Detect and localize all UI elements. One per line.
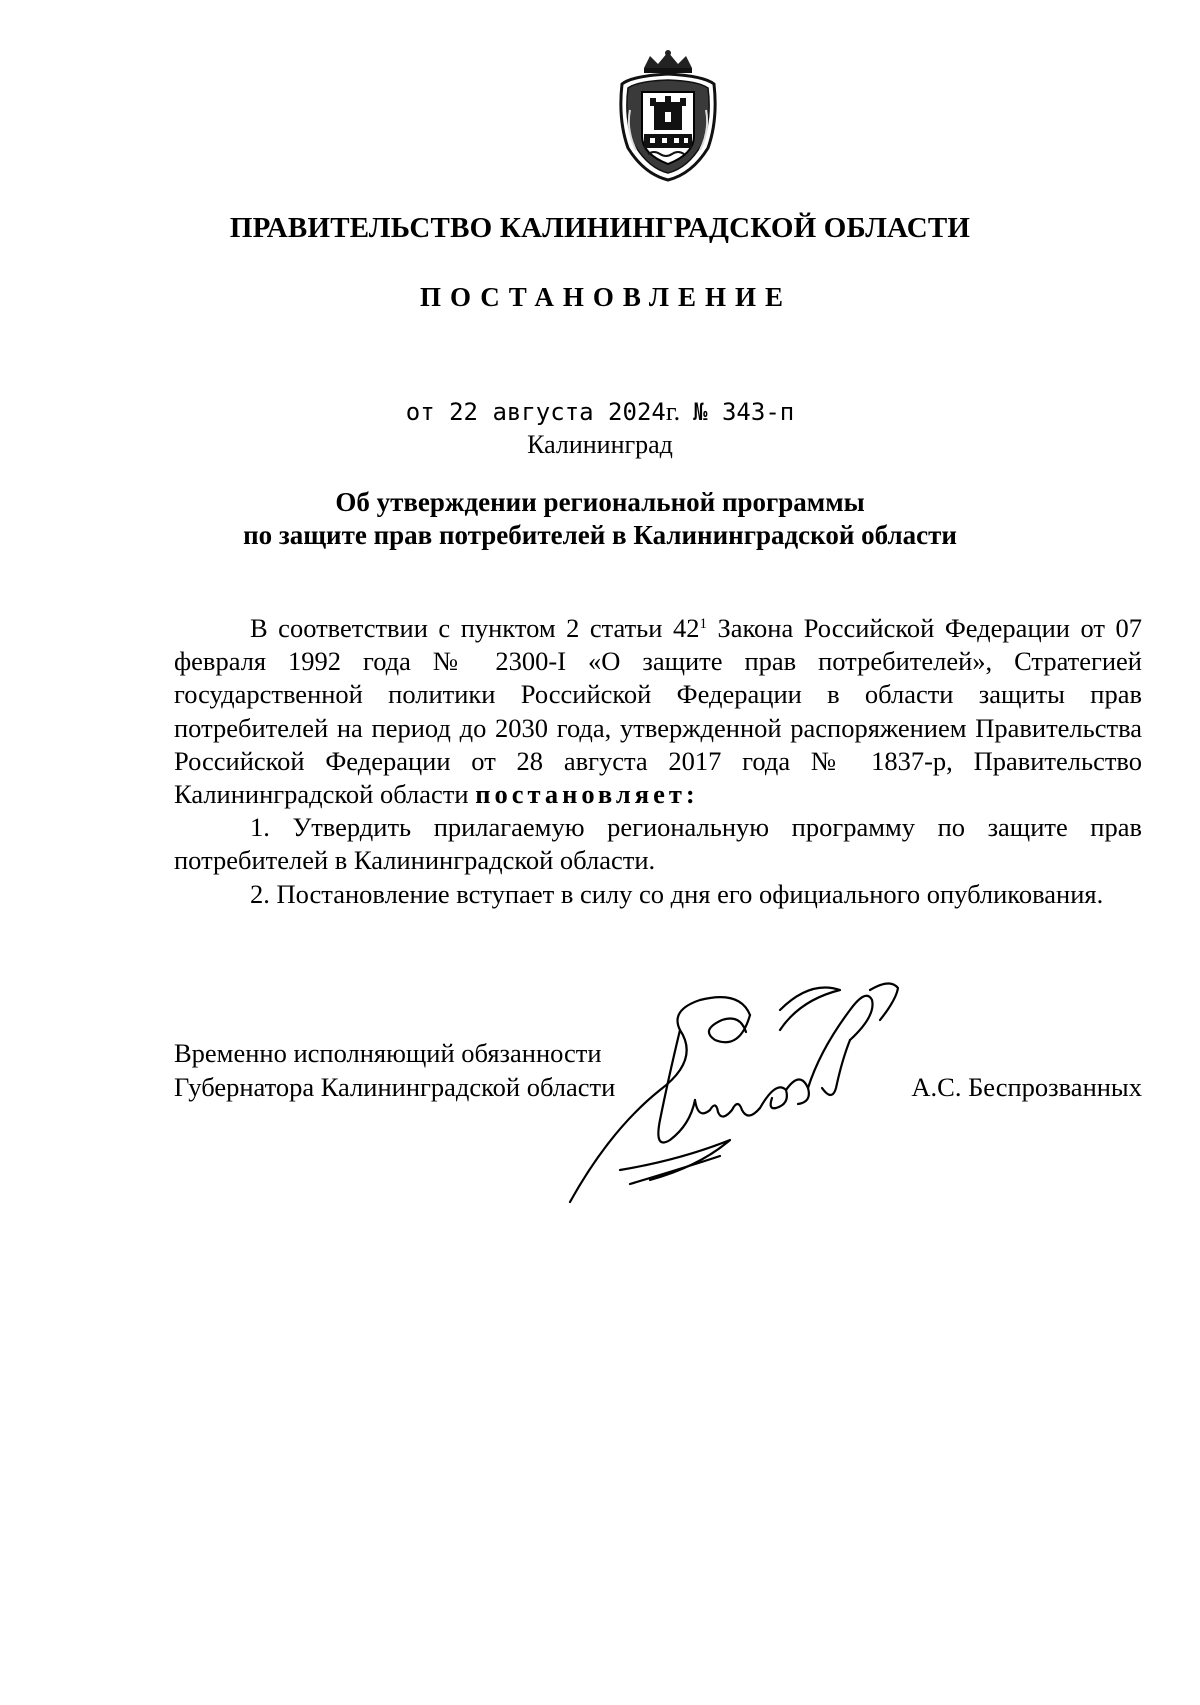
article-superscript: 1 <box>699 616 707 632</box>
item-2-paragraph: 2. Постановление вступает в силу со дня его официального опубликования. <box>250 878 1104 909</box>
year-suffix: г. <box>665 397 681 426</box>
preamble-text-part1: В соответствии с пунктом 2 статьи 42 <box>250 613 700 643</box>
preamble-text-part2: Закона Российской Федерации от 07 февраля 1992 года № 2300-I «О защите прав потребителей», Стратегией государственной политики Российской Федерации в области защиты прав потребителей на период до 2030 года, утвержденной распоряжением Правительства Российской Федерации от 28 августа 2017 года № 1837-р, Правительство Калининградской области <box>174 613 1142 810</box>
document-body <box>174 612 1142 911</box>
date-number-line <box>0 397 1200 427</box>
subject-line-1: Об утверждении региональной программы <box>335 487 865 517</box>
position-line-1: Временно исполняющий обязанности <box>174 1038 602 1068</box>
document-subject <box>0 486 1200 552</box>
resolves-keyword: постановляет: <box>475 779 699 810</box>
document-type: ПОСТАНОВЛЕНИЕ <box>419 282 793 312</box>
document-number: № 343-п <box>693 398 795 426</box>
subject-line-2: по защите прав потребителей в Калининградской области <box>243 520 957 550</box>
organization-title: ПРАВИТЕЛЬСТВО КАЛИНИНГРАДСКОЙ ОБЛАСТИ <box>229 212 971 244</box>
preamble-paragraph <box>174 612 1142 811</box>
document-city: Калининград <box>527 430 673 459</box>
document-date: от 22 августа 2024 <box>405 398 666 426</box>
handwritten-signature <box>550 970 970 1210</box>
coat-of-arms-icon <box>614 50 722 182</box>
position-line-2: Губернатора Калининградской области <box>174 1072 616 1102</box>
signer-name: А.С. Беспрозванных <box>911 1072 1142 1102</box>
item-1-paragraph: 1. Утвердить прилагаемую региональную программу по защите прав потребителей в Калининградской области. <box>174 812 1142 876</box>
